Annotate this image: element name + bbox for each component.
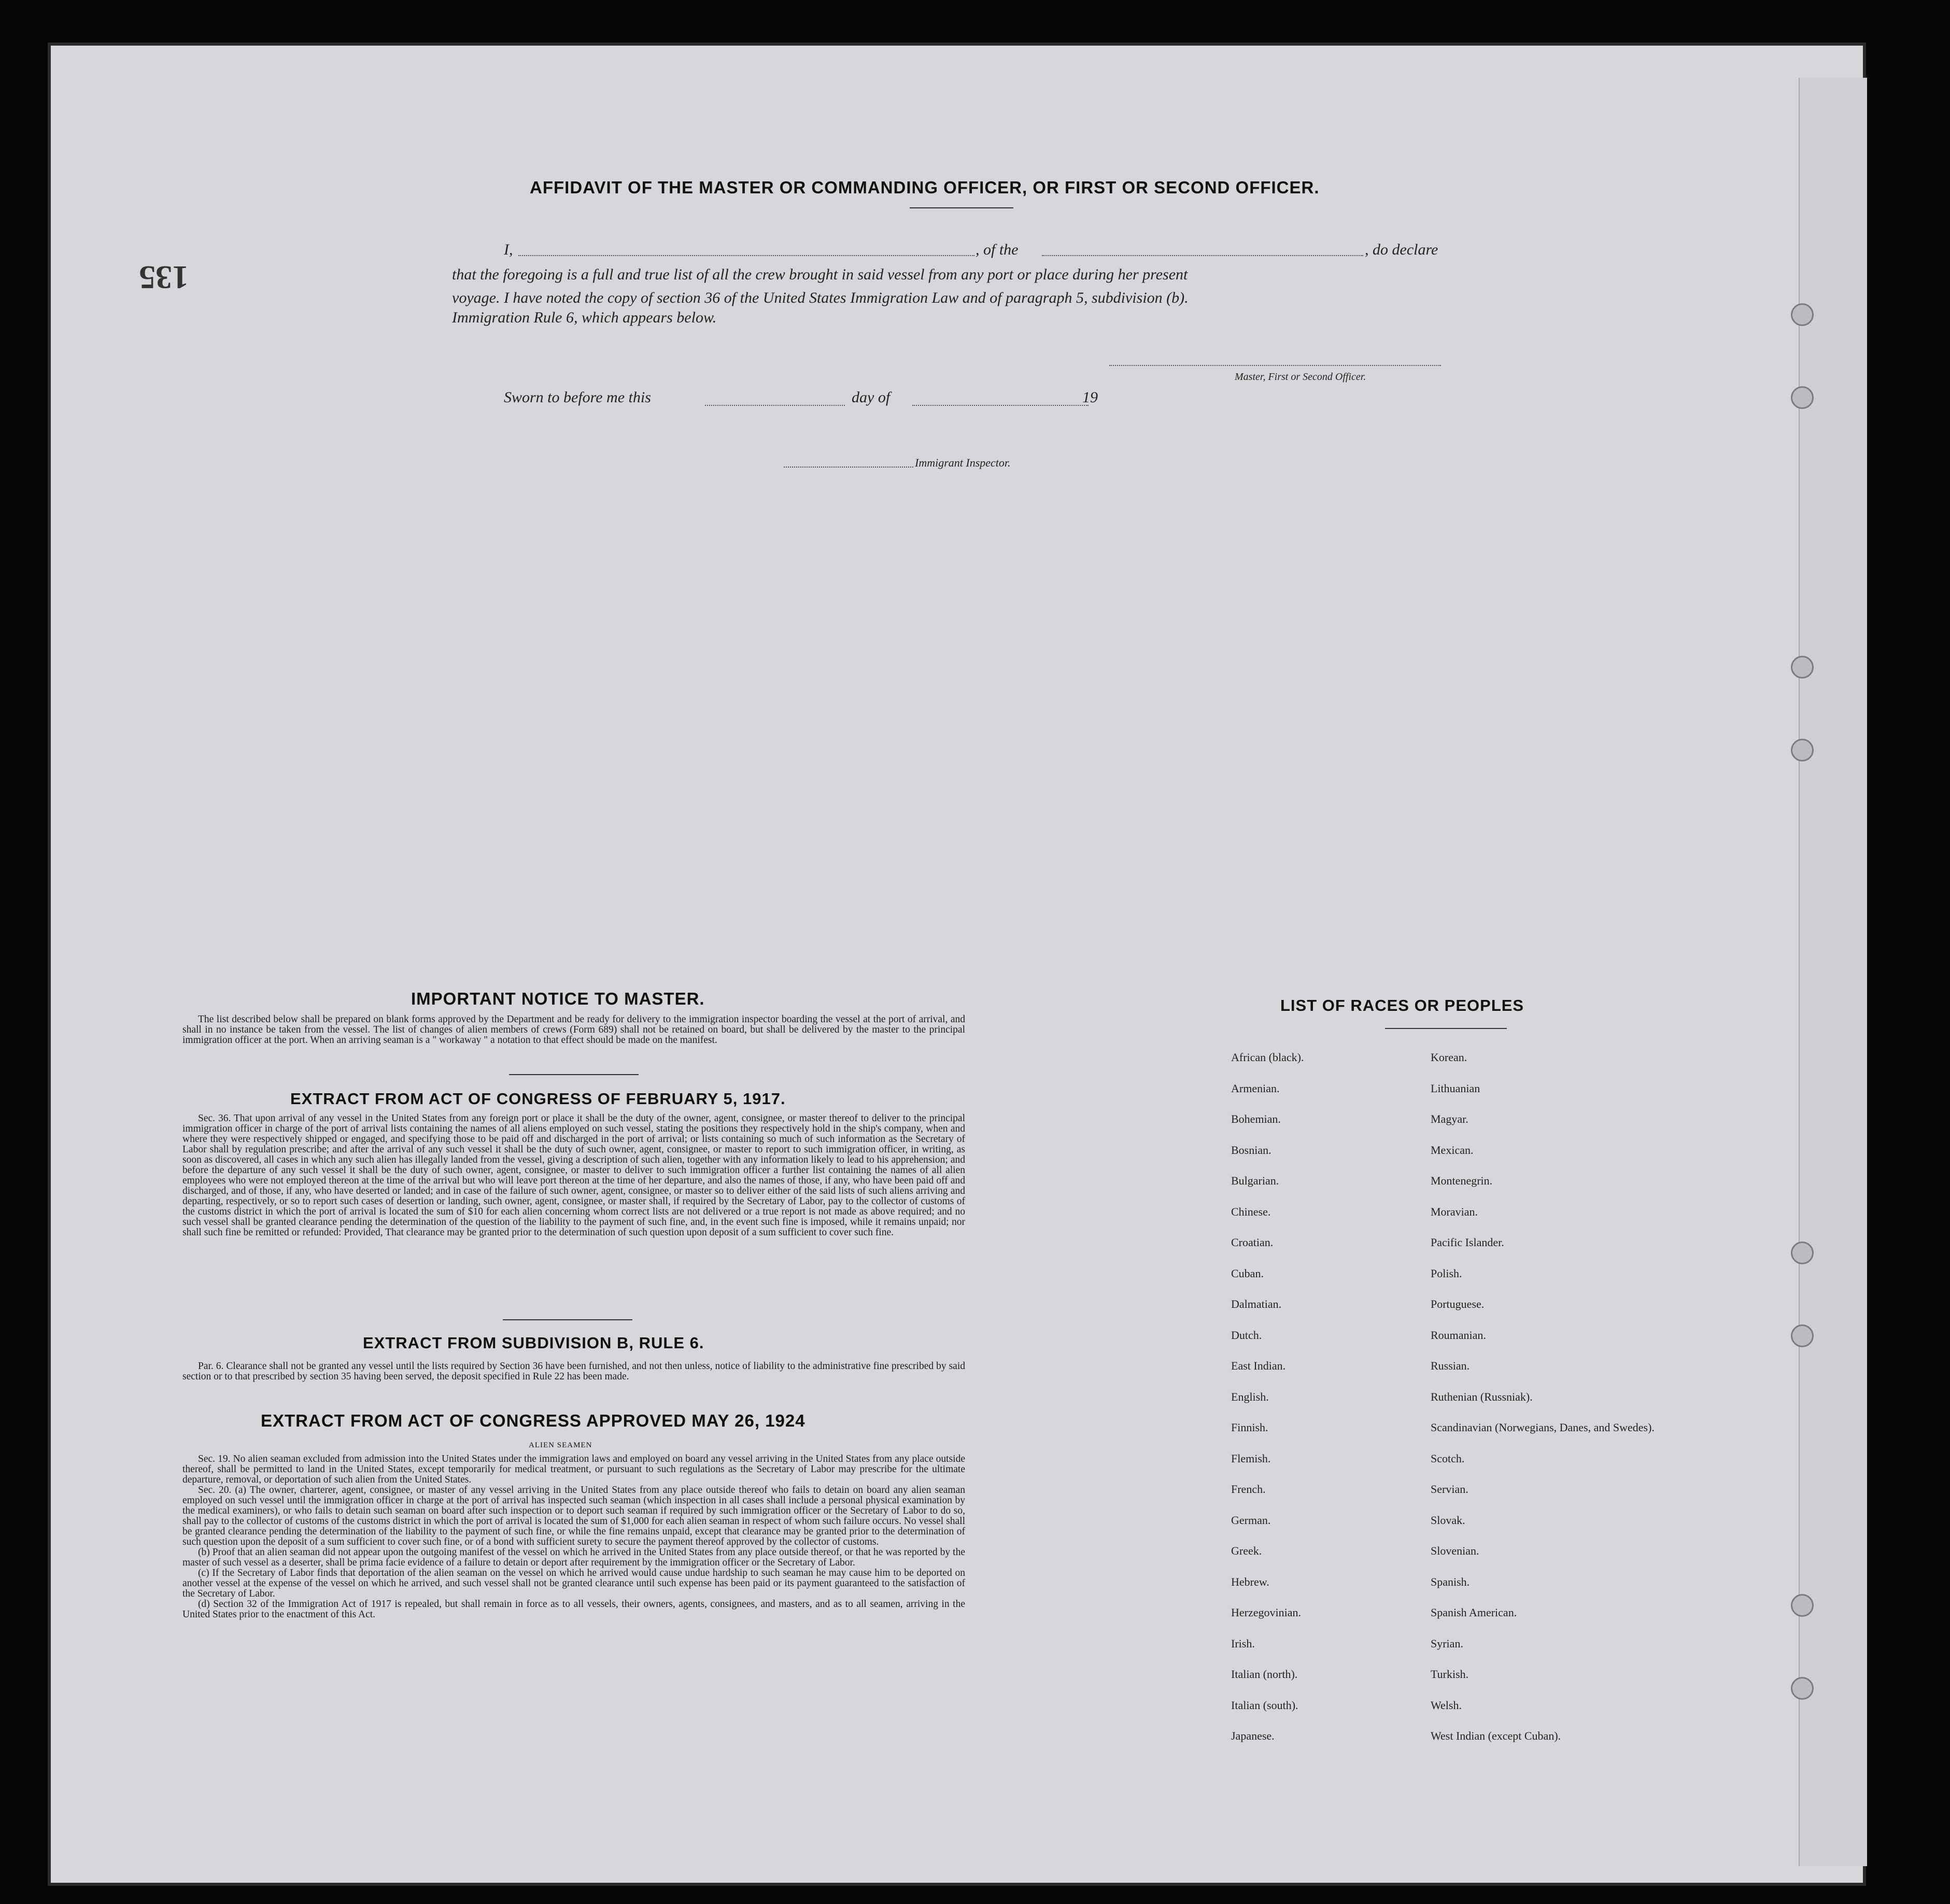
section-20b: (b) Proof that an alien seaman did not appear upon the outgoing manifest of the vessel on which he arrived in the United States from any place outside thereof, or that he was reported by the master of such vessel as a deserter, shall be prima facie evidence of a failure to detain or deport after requirement by the immigration officer or the Secretary of Labor. <box>182 1547 965 1568</box>
extract-1924-subtitle: ALIEN SEAMEN <box>529 1441 592 1449</box>
race-item: Spanish American. <box>1431 1606 1517 1619</box>
race-item: Bosnian. <box>1231 1143 1271 1156</box>
extract-1917-text: Sec. 36. That upon arrival of any vessel in the United States from any foreign port or place it shall be the duty of the owner, agent, consignee, or master thereof to deliver to the principal immigration officer in charge of the port of arrival lists containing the names of all aliens employed on such vessel, stating the positions they respectively hold in the ship's company, when and where they were respectively shipped or engaged, and specifying those to be paid off and discharged in the port of arrival; or lists containing so much of such information as the Secretary of Labor shall by regulation prescribe; and after the arrival of any such vessel it shall be the duty of such owner, agent, consignee, or master to report to such immigration officer, in writing, as soon as discovered, all cases in which any such alien has illegally landed from the vessel, giving a description of such alien, together with any information likely to lead to his apprehension; and before the departure of any such vessel it shall be the duty of such owner, agent, consignee, or master to deliver to such immigration officer a further list containing the names of all alien employees who were not employed thereon at the time of the arrival but who will leave port thereon at the time of her departure, and also the names of those, if any, who have been paid off and discharged, and of those, if any, who have deserted or landed; and in case of the failure of such owner, agent, consignee, or master so to deliver either of the said lists of such aliens arriving and departing, respectively, or so to report such cases of desertion or landing, such owner, agent, consignee, or master shall, if required by the Secretary of Labor, pay to the collector of customs of the customs district in which the port of arrival is located the sum of $10 for each alien concerning whom correct lists are not delivered or a true report is not made as above required; and no such vessel shall be granted clearance pending the determination of the question of the liability to the payment of such fine, and, in the event such fine is imposed, while it remains unpaid; nor shall such fine be remitted or refunded: Provided, That clearance may be granted prior to the determination of such question upon deposit of a sum sufficient to cover such fine. <box>182 1113 965 1238</box>
vessel-line <box>1042 255 1363 256</box>
race-item: Ruthenian (Russniak). <box>1431 1390 1533 1403</box>
race-item: Pacific Islander. <box>1431 1236 1504 1249</box>
race-item: Finnish. <box>1231 1421 1268 1434</box>
race-item: Polish. <box>1431 1266 1462 1280</box>
rule6-text: Par. 6. Clearance shall not be granted any vessel until the lists required by Section 36 have been furnished, and not then unless, notice of liability to the administrative fine prescribed by said section or to that prescribed by section 35 having been served, the deposit specified in Rule 22 has been made. <box>182 1361 965 1382</box>
race-item: Spanish. <box>1431 1575 1470 1588</box>
race-item: Lithuanian <box>1431 1081 1480 1095</box>
races-column-1 <box>1231 1051 1304 1760</box>
day-of-label: day of <box>852 389 891 406</box>
name-line <box>518 255 974 256</box>
rule6-title: EXTRACT FROM SUBDIVISION B, RULE 6. <box>363 1334 704 1352</box>
race-item: Portuguese. <box>1431 1297 1485 1310</box>
race-item: Russian. <box>1431 1359 1470 1372</box>
races-column-2 <box>1431 1051 1655 1760</box>
race-item: Croatian. <box>1231 1236 1274 1249</box>
race-item: Turkish. <box>1431 1668 1469 1681</box>
race-item: German. <box>1231 1513 1271 1527</box>
race-item: Italian (north). <box>1231 1668 1298 1681</box>
section-20a: Sec. 20. (a) The owner, charterer, agent, consignee, or master of any vessel arriving in the United States from any place outside thereof who fails to detain on board any alien seaman employed on such vessel until the immigration officer in charge at the port of arrival has inspected such seaman (which inspection in all cases shall include a personal physical examination by the medical examiners), or who fails to detain such seaman on board after such inspection or to deport such seaman if required by such immigration officer or the Secretary of Labor to do so, shall pay to the collector of customs of the customs district in which the port of arrival is located the sum of $1,000 for each alien seaman in respect of whom such failure occurs. No vessel shall be granted clearance pending the determination of the liability to the payment of such fine, or while the fine remains unpaid, except that clearance may be granted prior to the determination of such question upon the deposit of a sum sufficient to cover such fine, or of a bond with sufficient surety to secure the payment thereof approved by the collector of customs. <box>182 1485 965 1547</box>
race-item: Cuban. <box>1231 1266 1264 1280</box>
section-20c: (c) If the Secretary of Labor finds that deportation of the alien seaman on the vessel on which he arrived would cause undue hardship to such seaman he may cause him to be deported on another vessel at the expense of the vessel on which he arrived, and such vessel shall not be granted clearance until such expense has been paid or its payment guaranteed to the satisfaction of the Secretary of Labor. <box>182 1568 965 1599</box>
notice-rule <box>509 1074 639 1075</box>
punch-hole <box>1791 739 1814 761</box>
race-item: Slovenian. <box>1431 1544 1479 1557</box>
race-item: English. <box>1231 1390 1269 1403</box>
affidavit-body-3: Immigration Rule 6, which appears below. <box>452 309 717 326</box>
race-item: Chinese. <box>1231 1205 1271 1218</box>
race-item: Irish. <box>1231 1637 1255 1650</box>
punch-hole <box>1791 656 1814 679</box>
races-rule <box>1385 1028 1507 1029</box>
affidavit-title: AFFIDAVIT OF THE MASTER OR COMMANDING OFFICER, OR FIRST OR SECOND OFFICER. <box>530 178 1320 197</box>
inspector-sig-line <box>784 467 913 468</box>
inspector-label: Immigrant Inspector. <box>915 456 1011 469</box>
race-item: Herzegovinian. <box>1231 1606 1301 1619</box>
race-item: Servian. <box>1431 1483 1468 1496</box>
race-item: Armenian. <box>1231 1081 1280 1095</box>
of-the-label: , of the <box>976 241 1019 258</box>
sworn-day-line <box>705 405 845 406</box>
do-declare-label: , do declare <box>1365 241 1438 258</box>
race-item: Flemish. <box>1231 1451 1271 1465</box>
race-item: Slovak. <box>1431 1513 1465 1527</box>
race-item: Mexican. <box>1431 1143 1474 1156</box>
race-item: Scotch. <box>1431 1451 1465 1465</box>
extract-1924-text <box>182 1454 965 1620</box>
affidavit-body-2: voyage. I have noted the copy of section 36 of the United States Immigration Law and of paragraph 5, subdivision (b). <box>452 289 1189 306</box>
section-20d: (d) Section 32 of the Immigration Act of 1917 is repealed, but shall remain in force as to all vessels, their owners, agents, consignees, and masters, and as to all seamen, arriving in the United States prior to the enactment of this Act. <box>182 1599 965 1620</box>
race-item: Montenegrin. <box>1431 1174 1493 1187</box>
punch-hole <box>1791 1324 1814 1347</box>
master-sig-line <box>1109 365 1441 366</box>
affidavit-body-1: that the foregoing is a full and true list of all the crew brought in said vessel from any port or place during her present <box>452 266 1188 283</box>
race-item: African (black). <box>1231 1051 1304 1064</box>
extract-1917-title: EXTRACT FROM ACT OF CONGRESS OF FEBRUARY 5, 1917. <box>290 1090 786 1108</box>
extract-1917-rule <box>503 1319 632 1320</box>
punch-hole <box>1791 386 1814 409</box>
race-item: Welsh. <box>1431 1698 1462 1712</box>
punch-hole <box>1791 1677 1814 1700</box>
race-item: Roumanian. <box>1431 1328 1486 1342</box>
race-item: Dutch. <box>1231 1328 1262 1342</box>
month-line <box>912 405 1089 406</box>
race-item: Greek. <box>1231 1544 1262 1557</box>
race-item: Bulgarian. <box>1231 1174 1279 1187</box>
section-19: Sec. 19. No alien seaman excluded from admission into the United States under the immigration laws and employed on board any vessel arriving in the United States from any place outside thereof, shall be permitted to land in the United States, except temporarily for medical treatment, or pursuant to such regulations as the Secretary of Labor may prescribe for the ultimate departure, removal, or deportation of such alien from the United States. <box>182 1454 965 1485</box>
race-item: Syrian. <box>1431 1637 1463 1650</box>
notice-title: IMPORTANT NOTICE TO MASTER. <box>411 989 705 1008</box>
race-item: Hebrew. <box>1231 1575 1269 1588</box>
races-title: LIST OF RACES OR PEOPLES <box>1280 996 1524 1014</box>
extract-1924-title: EXTRACT FROM ACT OF CONGRESS APPROVED MAY 26, 1924 <box>261 1411 806 1430</box>
race-item: East Indian. <box>1231 1359 1286 1372</box>
notice-text: The list described below shall be prepared on blank forms approved by the Department and be ready for delivery to the immigration inspector boarding the vessel at the port of arrival, and shall in no instance be taken from the vessel. The list of changes of alien members of crews (Form 689) shall not be retained on board, but shall be delivered by the master to the principal immigration officer at the port. When an arriving seaman is a " workaway " a notation to that effect should be made on the manifest. <box>182 1014 965 1046</box>
race-item: Italian (south). <box>1231 1698 1298 1712</box>
year-label: 19 <box>1082 389 1098 406</box>
race-item: Korean. <box>1431 1051 1467 1064</box>
race-item: Dalmatian. <box>1231 1297 1282 1310</box>
title-rule <box>910 207 1013 208</box>
sworn-label: Sworn to before me this <box>504 389 651 406</box>
race-item: Magyar. <box>1431 1112 1468 1125</box>
punch-hole <box>1791 1242 1814 1264</box>
race-item: Scandinavian (Norwegians, Danes, and Swedes). <box>1431 1421 1655 1434</box>
race-item: West Indian (except Cuban). <box>1431 1729 1561 1742</box>
punch-hole <box>1791 303 1814 326</box>
i-label: I, <box>504 241 513 258</box>
master-sig-label: Master, First or Second Officer. <box>1235 371 1366 383</box>
race-item: Bohemian. <box>1231 1112 1281 1125</box>
page-number: 135 <box>139 259 189 296</box>
race-item: French. <box>1231 1483 1266 1496</box>
punch-hole <box>1791 1594 1814 1617</box>
race-item: Japanese. <box>1231 1729 1275 1742</box>
race-item: Moravian. <box>1431 1205 1478 1218</box>
